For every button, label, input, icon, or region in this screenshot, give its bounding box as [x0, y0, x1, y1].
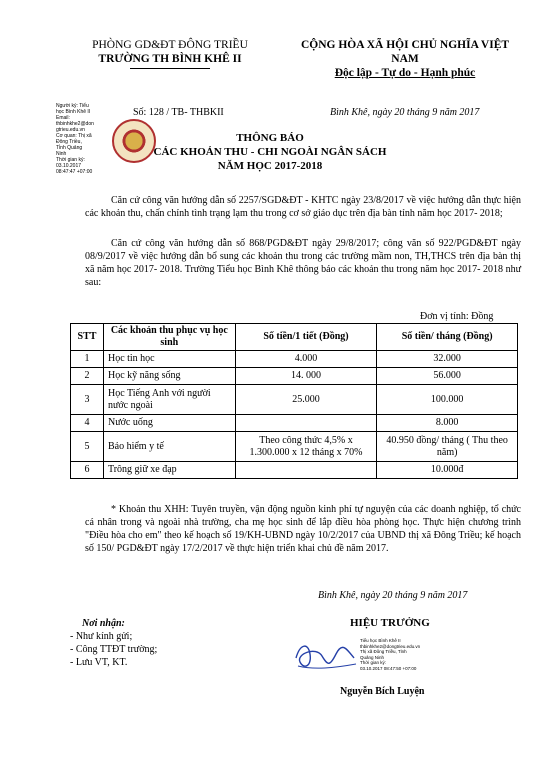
- note-paragraph: * Khoản thu XHH: Tuyên truyền, vận động nguồn kinh phí tự nguyện của các doanh nghiệp, tổ chức cá nhân trong và ngoài nhà trường, cha mẹ học sinh để lắp điều hòa phòng học. Thực hiện chương trình "Điều hòa cho em" theo kế hoạch số 19/KH-UBND ngày 10/2/2017 của UBND thị xã Đông Triều; kế hoạch số 150/ PGD&ĐT ngày 17/2/2017 về thực hiện triển khai chủ đề năm 2017.: [85, 504, 521, 554]
- table-cell: Học Tiếng Anh với người nước ngoài: [103, 385, 235, 415]
- signature-line: Thời gian ký:: [56, 157, 85, 163]
- header-per-month: Số tiền/ tháng (Đồng): [377, 324, 518, 351]
- table-cell: Nước uống: [103, 415, 235, 432]
- table-cell: 25.000: [235, 385, 377, 415]
- signature-line: gtrieu.edu.vn: [56, 127, 85, 133]
- table-cell: Trông giữ xe đạp: [103, 462, 235, 479]
- signature-line: học Bình Khê II: [56, 109, 91, 115]
- table-cell: Theo công thức 4,5% x 1.300.000 x 12 tháng x 70%: [235, 432, 377, 462]
- table-row: [71, 368, 518, 385]
- table-header-row: [71, 324, 518, 351]
- signature-line: Cơ quan: Thị xã: [56, 133, 92, 139]
- unit-label: Đơn vị tính: Đồng: [420, 311, 494, 322]
- table-cell: 56.000: [377, 368, 518, 385]
- signatory-title: HIỆU TRƯỞNG: [350, 617, 430, 629]
- table-row: [71, 351, 518, 368]
- table-cell: [235, 415, 377, 432]
- header-left: [60, 38, 280, 69]
- electronic-signature: [290, 636, 505, 681]
- department-name: PHÒNG GD&ĐT ĐÔNG TRIỀU: [92, 39, 248, 51]
- header-stt: STT: [71, 324, 104, 351]
- table-cell: 10.000đ: [377, 462, 518, 479]
- table-cell: 2: [71, 368, 104, 385]
- header-left-rule: [130, 68, 210, 69]
- table-cell: 4: [71, 415, 104, 432]
- esig-line: 03.10.2017 08:47:50 +07:00: [360, 665, 417, 671]
- paragraph-1: Căn cứ công văn hướng dẫn số 2257/SGD&ĐT - KHTC ngày 23/8/2017 về việc hướng dẫn thực hiện các khoản thu, chấn chỉnh tình trạng lạm thu trong cơ sở giáo dục trên địa bàn tỉnh năm học 2017- 2018;: [85, 195, 521, 219]
- table-cell: 8.000: [377, 415, 518, 432]
- recipients-label: Nơi nhận:: [82, 618, 125, 629]
- esig-line: thbinhkhe2@dongtrieu.edu.vn: [360, 643, 421, 649]
- esig-line: Thị xã Đông Triều, Tỉnh: [360, 649, 407, 655]
- digital-signature-text: [56, 103, 106, 175]
- title-year: NĂM HỌC 2017-2018: [217, 160, 323, 172]
- title-heading: THÔNG BÁO: [236, 132, 304, 144]
- esig-line: Thời gian ký:: [360, 660, 386, 666]
- closing-date: Bình Khê, ngày 20 tháng 9 năm 2017: [318, 590, 468, 601]
- header-item: Các khoản thu phục vụ học sinh: [103, 324, 235, 351]
- esig-line: Quảng Ninh: [360, 654, 385, 660]
- table-row: [71, 432, 518, 462]
- table-cell: 6: [71, 462, 104, 479]
- table-cell: 4.000: [235, 351, 377, 368]
- table-cell: 5: [71, 432, 104, 462]
- signature-line: Ninh: [56, 151, 67, 157]
- motto: Độc lập - Tự do - Hạnh phúc: [334, 67, 476, 79]
- school-name: TRƯỜNG TH BÌNH KHÊ II: [98, 53, 242, 65]
- signature-line: Đông Triều,: [56, 139, 82, 145]
- esig-line: Tiểu học Bình Khê II: [360, 638, 401, 643]
- signature-line: Người ký: Tiểu: [56, 103, 89, 109]
- signature-line: Tỉnh Quảng: [56, 145, 83, 151]
- header-right: [285, 38, 525, 80]
- table-cell: 3: [71, 385, 104, 415]
- signature-line: 03.10.2017: [56, 163, 82, 169]
- handwritten-signature-icon: [290, 636, 360, 676]
- electronic-signature-text: [360, 638, 420, 672]
- signer-name: Nguyễn Bích Luyện: [340, 686, 425, 697]
- table-cell: Học tin học: [103, 351, 235, 368]
- table-cell: 14. 000: [235, 368, 377, 385]
- recipient-item: - Công TTĐT trường;: [70, 644, 158, 655]
- paragraph-2: Căn cứ công văn hướng dẫn số 868/PGD&ĐT ngày 29/8/2017; công văn số 922/PGD&ĐT ngày 08/9/2017 về việc hướng dẫn bổ sung các khoản thu trong các trường mầm non, TH,THCS trên địa bàn thị xã năm học 2017- 2018. Trường Tiểu học Bình Khê thông báo các khoản thu trong năm học 2017- 2018 như sau:: [85, 238, 521, 288]
- document-number: Số: 128 / TB- THBKII: [133, 107, 224, 118]
- signature-line: 08:47:47 +07:00: [56, 169, 93, 175]
- table-cell: 1: [71, 351, 104, 368]
- table-row: [71, 462, 518, 479]
- table-cell: 100.000: [377, 385, 518, 415]
- table-row: [71, 415, 518, 432]
- table-cell: Học kỹ năng sống: [103, 368, 235, 385]
- issue-date: Bình Khê, ngày 20 tháng 9 năm 2017: [330, 107, 480, 118]
- recipient-item: - Như kính gửi;: [70, 631, 133, 642]
- nation-line-1: CỘNG HÒA XÃ HỘI CHỦ NGHĨA VIỆT: [300, 39, 510, 51]
- fees-table: [70, 323, 518, 479]
- table-row: [71, 385, 518, 415]
- signature-line: thbinhkhe2@don: [56, 121, 94, 127]
- nation-line-2: NAM: [391, 53, 419, 65]
- recipients: [70, 617, 157, 669]
- header-per-lesson: Số tiền/1 tiết (Đồng): [235, 324, 377, 351]
- table-cell: Bảo hiểm y tế: [103, 432, 235, 462]
- table-cell: [235, 462, 377, 479]
- title-subject: CÁC KHOẢN THU - CHI NGOÀI NGÂN SÁCH: [153, 146, 387, 158]
- table-cell: 40.950 đồng/ tháng ( Thu theo năm): [377, 432, 518, 462]
- signature-line: Email:: [56, 115, 70, 121]
- recipient-item: - Lưu VT, KT.: [70, 657, 128, 668]
- table-cell: 32.000: [377, 351, 518, 368]
